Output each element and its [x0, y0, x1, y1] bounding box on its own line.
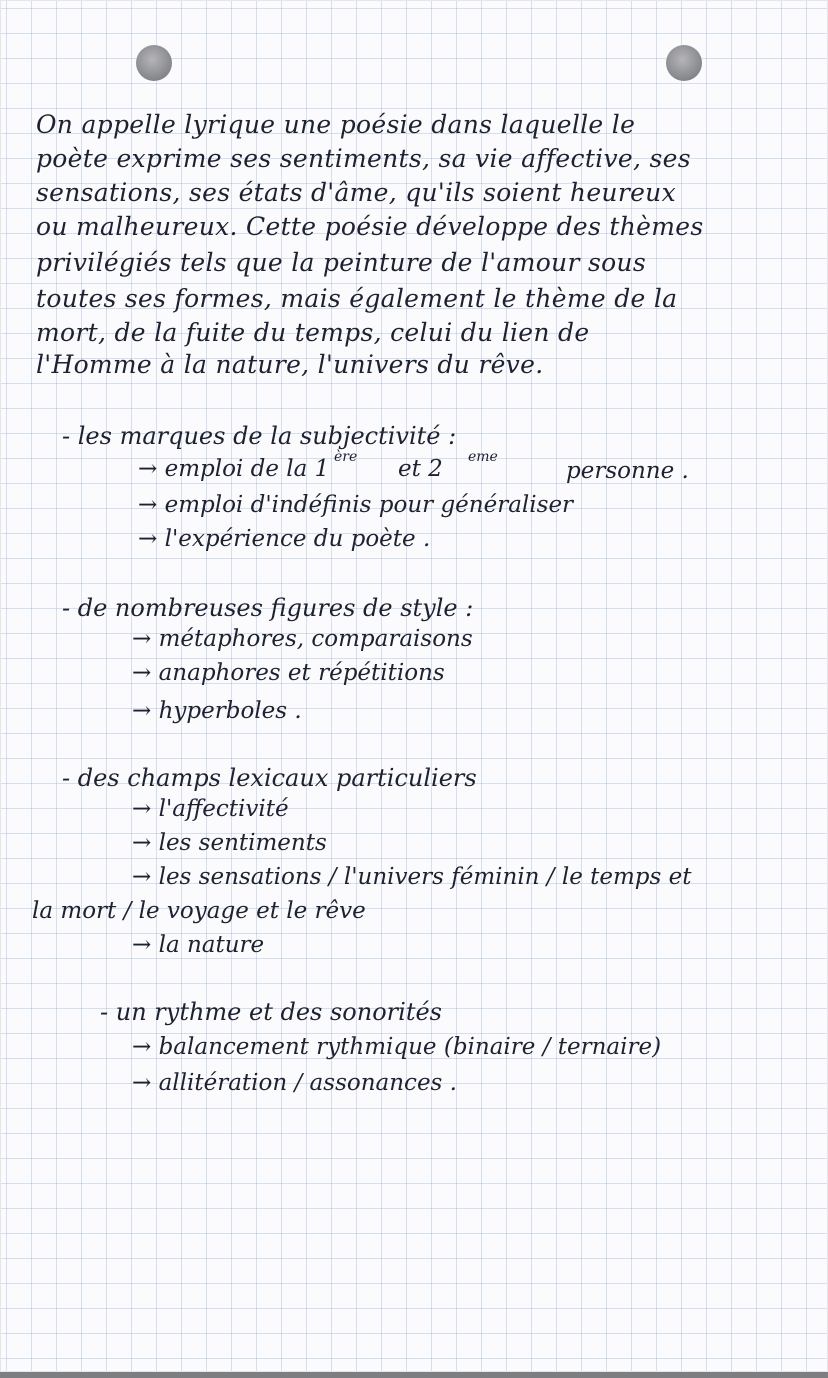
list-item: → la nature — [132, 932, 265, 958]
section-heading-figures: - de nombreuses figures de style : — [62, 594, 474, 622]
punch-hole-right — [666, 45, 702, 81]
section-heading-lexical: - des champs lexicaux particuliers — [62, 764, 477, 792]
intro-line: sensations, ses états d'âme, qu'ils soient heureux — [36, 178, 676, 207]
superscript: ère — [334, 449, 358, 465]
superscript: eme — [468, 449, 498, 465]
intro-line: poète exprime ses sentiments, sa vie affective, ses — [36, 144, 691, 173]
intro-line: mort, de la fuite du temps, celui du lien de — [36, 318, 590, 347]
list-item: → métaphores, comparaisons — [132, 626, 473, 652]
punch-hole-left — [136, 45, 172, 81]
list-item: → l'expérience du poète . — [138, 526, 431, 552]
list-item: → l'affectivité — [132, 796, 289, 822]
list-item: → anaphores et répétitions — [132, 660, 445, 686]
intro-line: On appelle lyrique une poésie dans laquelle le — [36, 110, 636, 139]
list-item: → allitération / assonances . — [132, 1070, 457, 1096]
list-item: → balancement rythmique (binaire / ternaire) — [132, 1034, 662, 1060]
intro-line: toutes ses formes, mais également le thème de la — [36, 284, 678, 313]
intro-line: l'Homme à la nature, l'univers du rêve. — [36, 350, 544, 379]
list-item: → les sentiments — [132, 830, 327, 856]
card-edge-shadow — [0, 1372, 828, 1378]
list-item: → emploi d'indéfinis pour généraliser — [138, 492, 574, 518]
intro-line: ou malheureux. Cette poésie développe des thèmes — [36, 212, 704, 241]
list-item: et 2 — [398, 456, 443, 482]
intro-line: privilégiés tels que la peinture de l'amour sous — [36, 248, 646, 277]
list-item: → les sensations / l'univers féminin / le temps et — [132, 864, 692, 890]
list-item: → emploi de la 1 — [138, 456, 330, 482]
list-item-continuation: la mort / le voyage et le rêve — [32, 898, 366, 924]
list-item: → hyperboles . — [132, 698, 302, 724]
list-item: personne . — [566, 458, 689, 484]
section-heading-rhythm: - un rythme et des sonorités — [100, 998, 442, 1026]
section-heading-subjectivity: - les marques de la subjectivité : — [62, 422, 457, 450]
